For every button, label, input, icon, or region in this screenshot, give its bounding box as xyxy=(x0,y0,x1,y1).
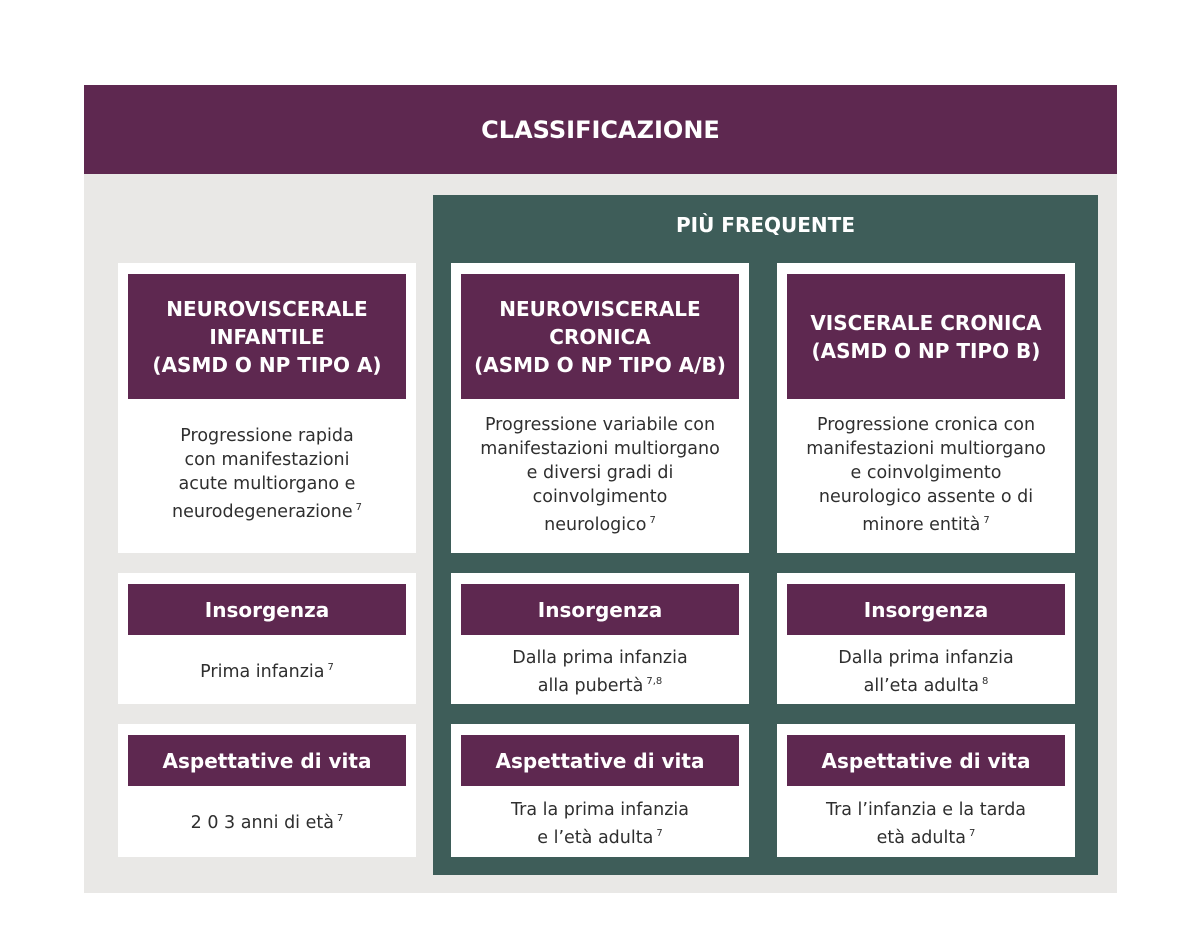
life-value-infantile xyxy=(118,807,416,835)
reference-note: 7 xyxy=(649,515,656,526)
card-visceral-chronic xyxy=(777,263,1075,553)
description-line: con manifestazioni xyxy=(184,450,350,470)
life-line: età adulta xyxy=(876,828,966,848)
onset-line: Dalla prima infanzia xyxy=(512,648,688,668)
reference-note: 7 xyxy=(327,662,334,673)
title-line: NEUROVISCERALE xyxy=(166,296,368,321)
card-infantile xyxy=(118,263,416,553)
life-value-visceral-chronic xyxy=(777,798,1075,850)
life-label-visceral-chronic: Aspettative di vita xyxy=(787,735,1065,786)
card-description-infantile xyxy=(118,424,416,524)
description-line: Progressione rapida xyxy=(180,426,354,446)
onset-line: Prima infanzia xyxy=(200,662,325,682)
onset-line: Dalla prima infanzia xyxy=(838,648,1014,668)
onset-label-visceral-chronic: Insorgenza xyxy=(787,584,1065,635)
life-line: 2 0 3 anni di età xyxy=(190,813,334,833)
title-line: (ASMD O NP TIPO A/B) xyxy=(474,352,726,377)
card-neurovisceral-chronic xyxy=(451,263,749,553)
onset-line: alla pubertà xyxy=(537,676,644,696)
onset-card-neurovisceral-chronic xyxy=(451,573,749,704)
onset-value-infantile xyxy=(118,656,416,684)
onset-card-infantile xyxy=(118,573,416,704)
card-title-neurovisceral-chronic xyxy=(461,274,739,399)
life-label-neurovisceral-chronic: Aspettative di vita xyxy=(461,735,739,786)
onset-value-visceral-chronic xyxy=(777,646,1075,698)
classification-header xyxy=(84,85,1117,174)
title-line: INFANTILE xyxy=(209,324,325,349)
life-label-infantile: Aspettative di vita xyxy=(128,735,406,786)
card-description-neurovisceral-chronic xyxy=(451,413,749,537)
reference-note: 7,8 xyxy=(646,676,663,687)
description-line: coinvolgimento xyxy=(532,487,668,507)
title-line: (ASMD O NP TIPO A) xyxy=(152,352,382,377)
onset-label-infantile: Insorgenza xyxy=(128,584,406,635)
description-line: e coinvolgimento xyxy=(850,463,1002,483)
life-card-visceral-chronic xyxy=(777,724,1075,857)
reference-note: 7 xyxy=(968,828,976,839)
reference-note: 7 xyxy=(983,515,990,526)
description-line: neurologico xyxy=(544,515,647,535)
description-line: minore entità xyxy=(862,515,981,535)
life-card-infantile xyxy=(118,724,416,857)
card-title-visceral-chronic xyxy=(787,274,1065,399)
description-line: e diversi gradi di xyxy=(526,463,674,483)
reference-note: 7 xyxy=(336,813,344,824)
reference-note: 7 xyxy=(656,828,663,839)
description-line: Progressione cronica con xyxy=(816,415,1036,435)
most-frequent-label: PIÙ FREQUENTE xyxy=(676,213,855,237)
classification-title: CLASSIFICAZIONE xyxy=(481,115,720,144)
title-line: (ASMD O NP TIPO B) xyxy=(811,338,1041,363)
description-line: acute multiorgano e xyxy=(178,474,356,494)
onset-value-neurovisceral-chronic xyxy=(451,646,749,698)
life-line: Tra l’infanzia e la tarda xyxy=(825,800,1027,820)
life-line: Tra la prima infanzia xyxy=(511,800,689,820)
life-value-neurovisceral-chronic xyxy=(451,798,749,850)
description-line: manifestazioni multiorgano xyxy=(480,439,720,459)
description-line: neurologico assente o di xyxy=(818,487,1034,507)
reference-note: 8 xyxy=(981,676,989,687)
reference-note: 7 xyxy=(355,502,362,513)
description-line: Progressione variabile con xyxy=(484,415,716,435)
description-line: manifestazioni multiorgano xyxy=(806,439,1046,459)
life-card-neurovisceral-chronic xyxy=(451,724,749,857)
title-line: NEUROVISCERALE xyxy=(499,296,701,321)
description-line: neurodegenerazione xyxy=(172,502,353,522)
title-line: CRONICA xyxy=(549,324,651,349)
card-title-infantile xyxy=(128,274,406,399)
onset-line: all’eta adulta xyxy=(863,676,979,696)
onset-label-neurovisceral-chronic: Insorgenza xyxy=(461,584,739,635)
card-description-visceral-chronic xyxy=(777,413,1075,537)
onset-card-visceral-chronic xyxy=(777,573,1075,704)
title-line: VISCERALE CRONICA xyxy=(810,310,1042,335)
life-line: e l’età adulta xyxy=(537,828,654,848)
